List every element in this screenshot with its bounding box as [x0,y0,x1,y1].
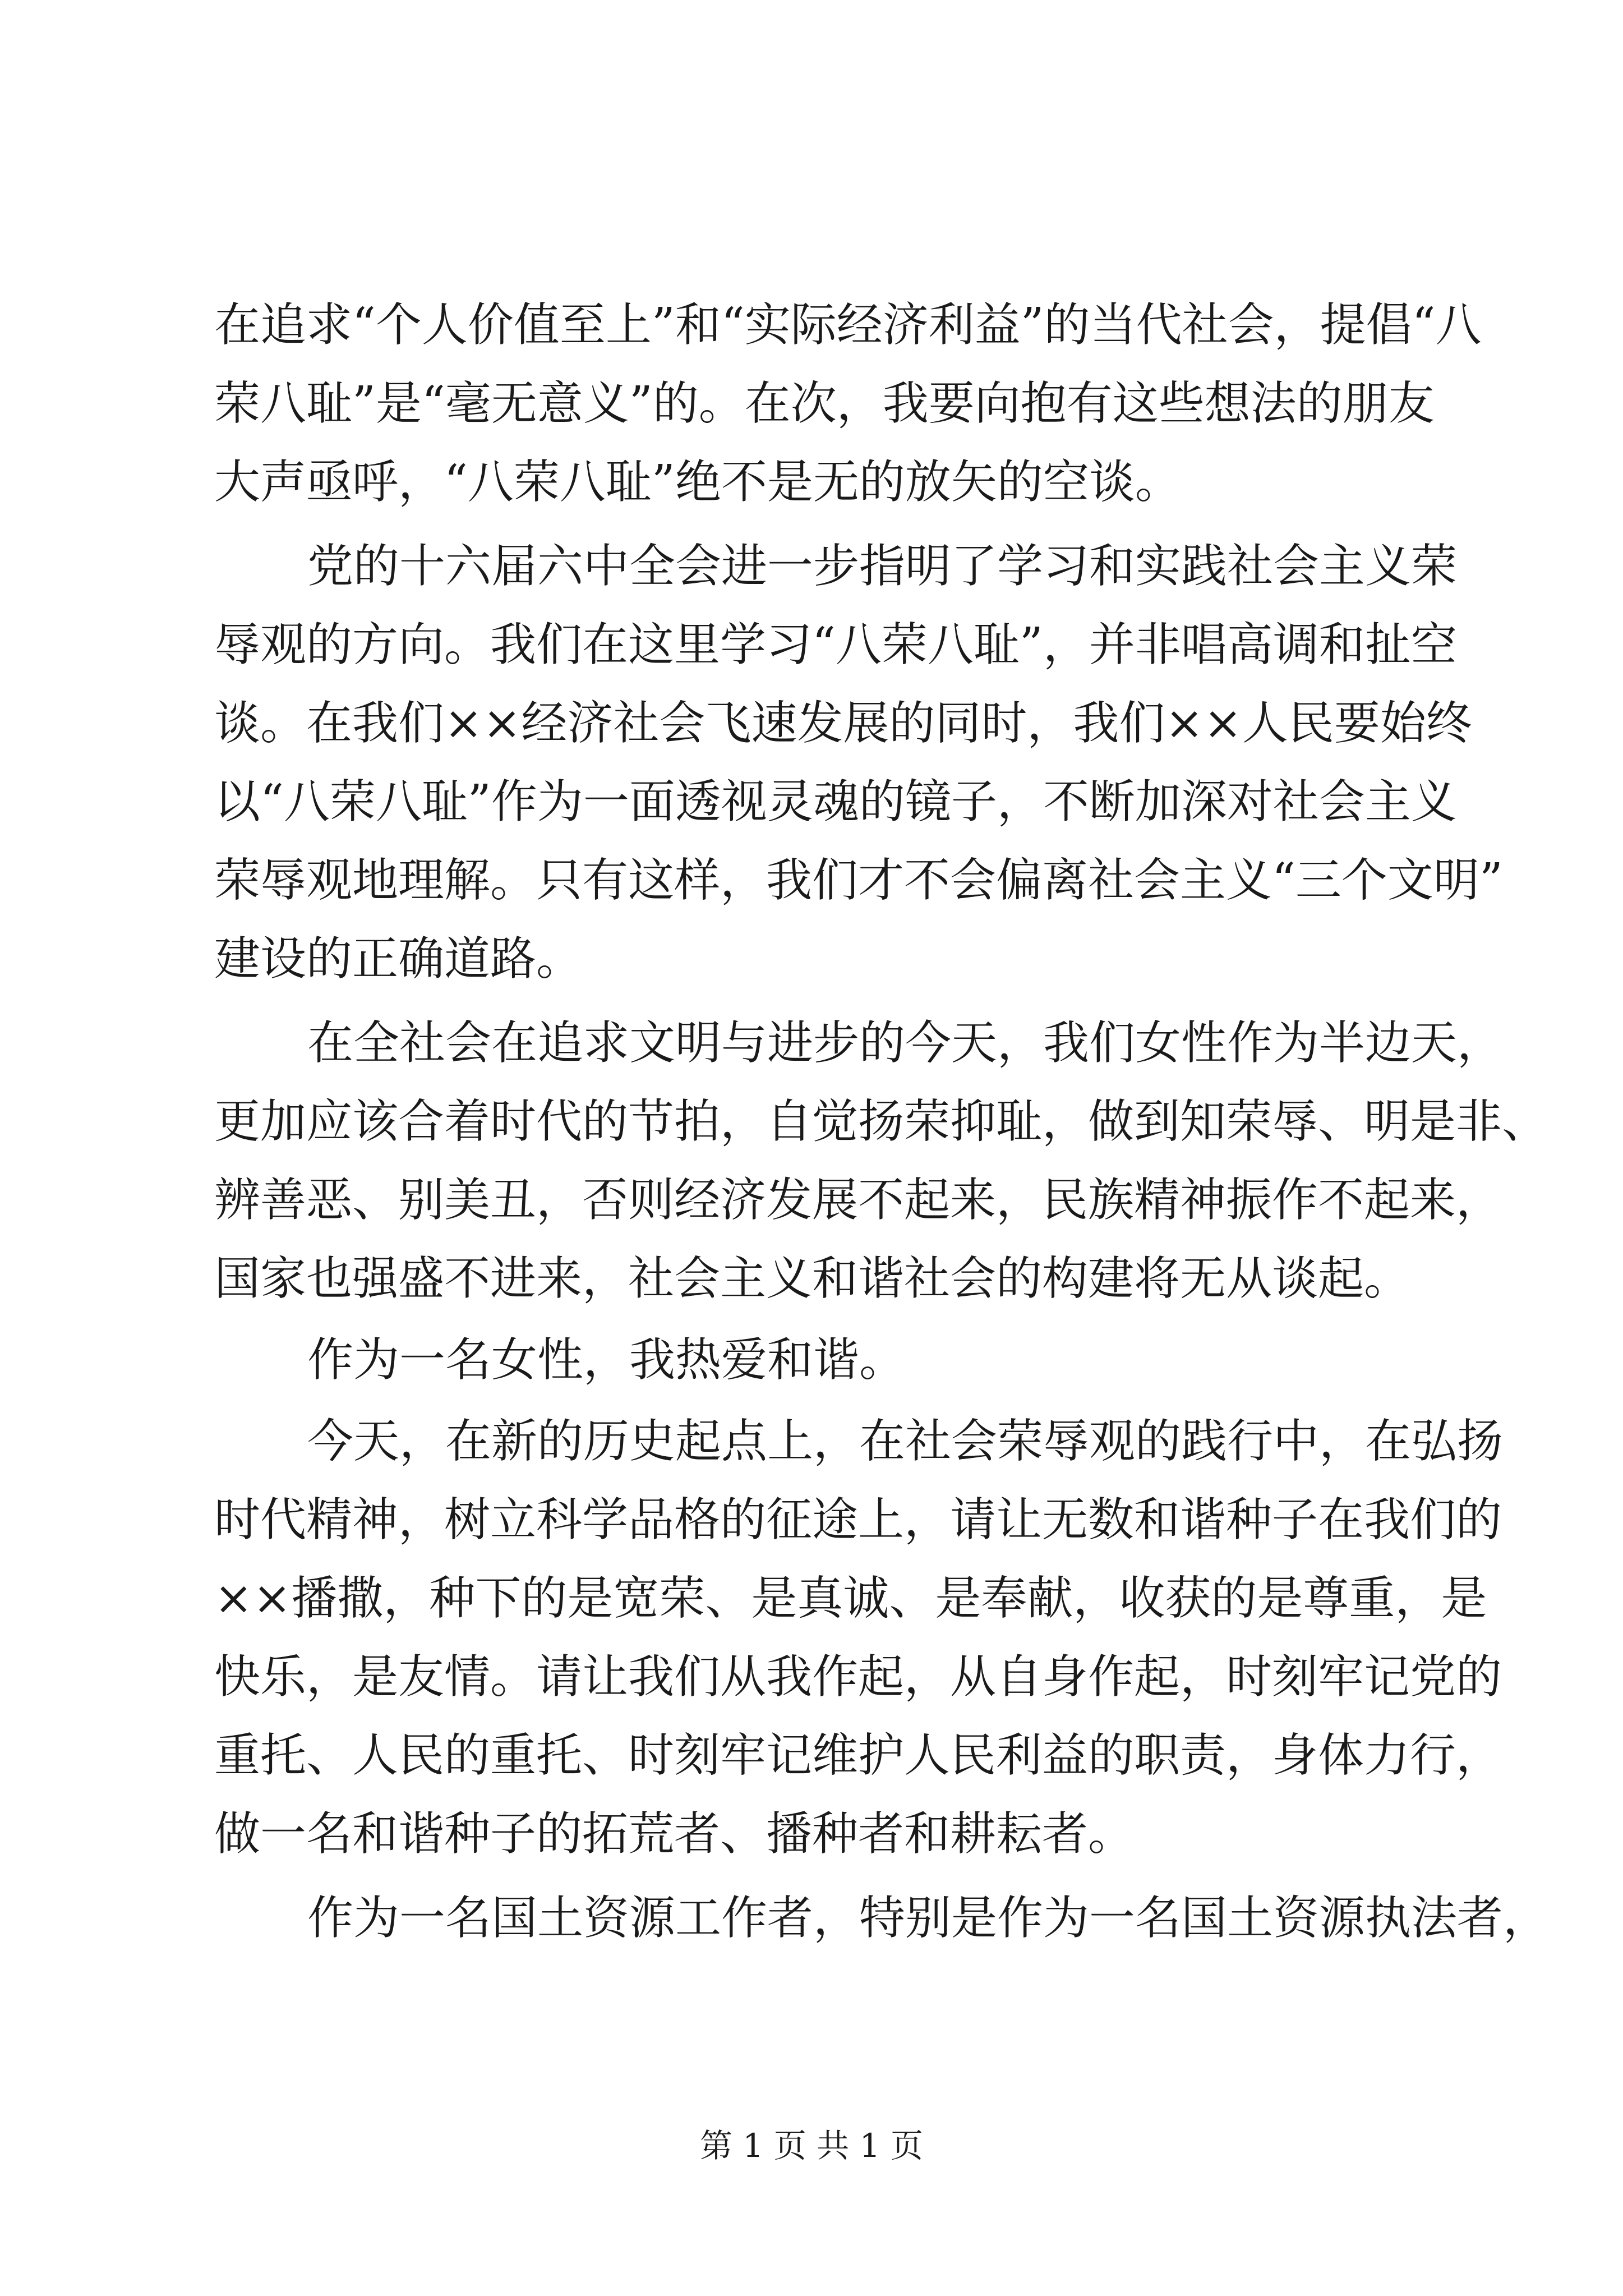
text-line: 谈。在我们××经济社会飞速发展的同时，我们××人民要始终 [214,697,1472,750]
paragraph-first-line: 今天，在新的历史起点上，在社会荣辱观的践行中，在弘扬 [307,1415,1504,1468]
text-line: 做一名和谐种子的拓荒者、播种者和耕耘者。 [214,1807,1135,1861]
text-line: 在追求“个人价值至上”和“实际经济利益”的当代社会，提倡“八 [214,298,1482,352]
paragraph-first-line: 在全社会在追求文明与进步的今天，我们女性作为半边天， [307,1016,1504,1070]
text-line: 荣辱观地理解。只有这样，我们才不会偏离社会主义“三个文明” [214,854,1503,907]
paragraph-first-line: 党的十六届六中全会进一步指明了学习和实践社会主义荣 [307,540,1458,593]
text-line: 快乐，是友情。请让我们从我作起，从自身作起，时刻牢记党的 [214,1650,1502,1704]
paragraph-first-line: 作为一名国土资源工作者，特别是作为一名国土资源执法者， [307,1892,1550,1945]
text-line: 大声亟呼，“八荣八耻”绝不是无的放矢的空谈。 [214,455,1181,509]
text-line: 以“八荣八耻”作为一面透视灵魂的镜子，不断加深对社会主义 [214,775,1457,829]
page-footer: 第 1 页 共 1 页 [700,2127,923,2165]
text-line: 重托、人民的重托、时刻牢记维护人民利益的职责，身体力行， [214,1729,1502,1782]
paragraph-first-line: 作为一名女性，我热爱和谐。 [307,1333,906,1387]
text-line: 更加应该合着时代的节拍，自觉扬荣抑耻，做到知荣辱、明是非、 [214,1095,1548,1148]
text-line: 荣八耻”是“毫无意义”的。在次，我要向抱有这些想法的朋友 [214,377,1435,430]
text-line: 时代精神，树立科学品格的征途上，请让无数和谐种子在我们的 [214,1493,1502,1547]
text-line: 辱观的方向。我们在这里学习“八荣八耻”，并非唱高调和扯空 [214,618,1457,671]
text-line: ××播撒，种下的是宽荣、是真诚、是奉献，收获的是尊重，是 [214,1572,1487,1625]
text-line: 国家也强盛不进来，社会主义和谐社会的构建将无从谈起。 [214,1252,1410,1305]
text-line: 建设的正确道路。 [214,932,583,986]
text-line: 辨善恶、别美丑，否则经济发展不起来，民族精神振作不起来， [214,1174,1502,1227]
